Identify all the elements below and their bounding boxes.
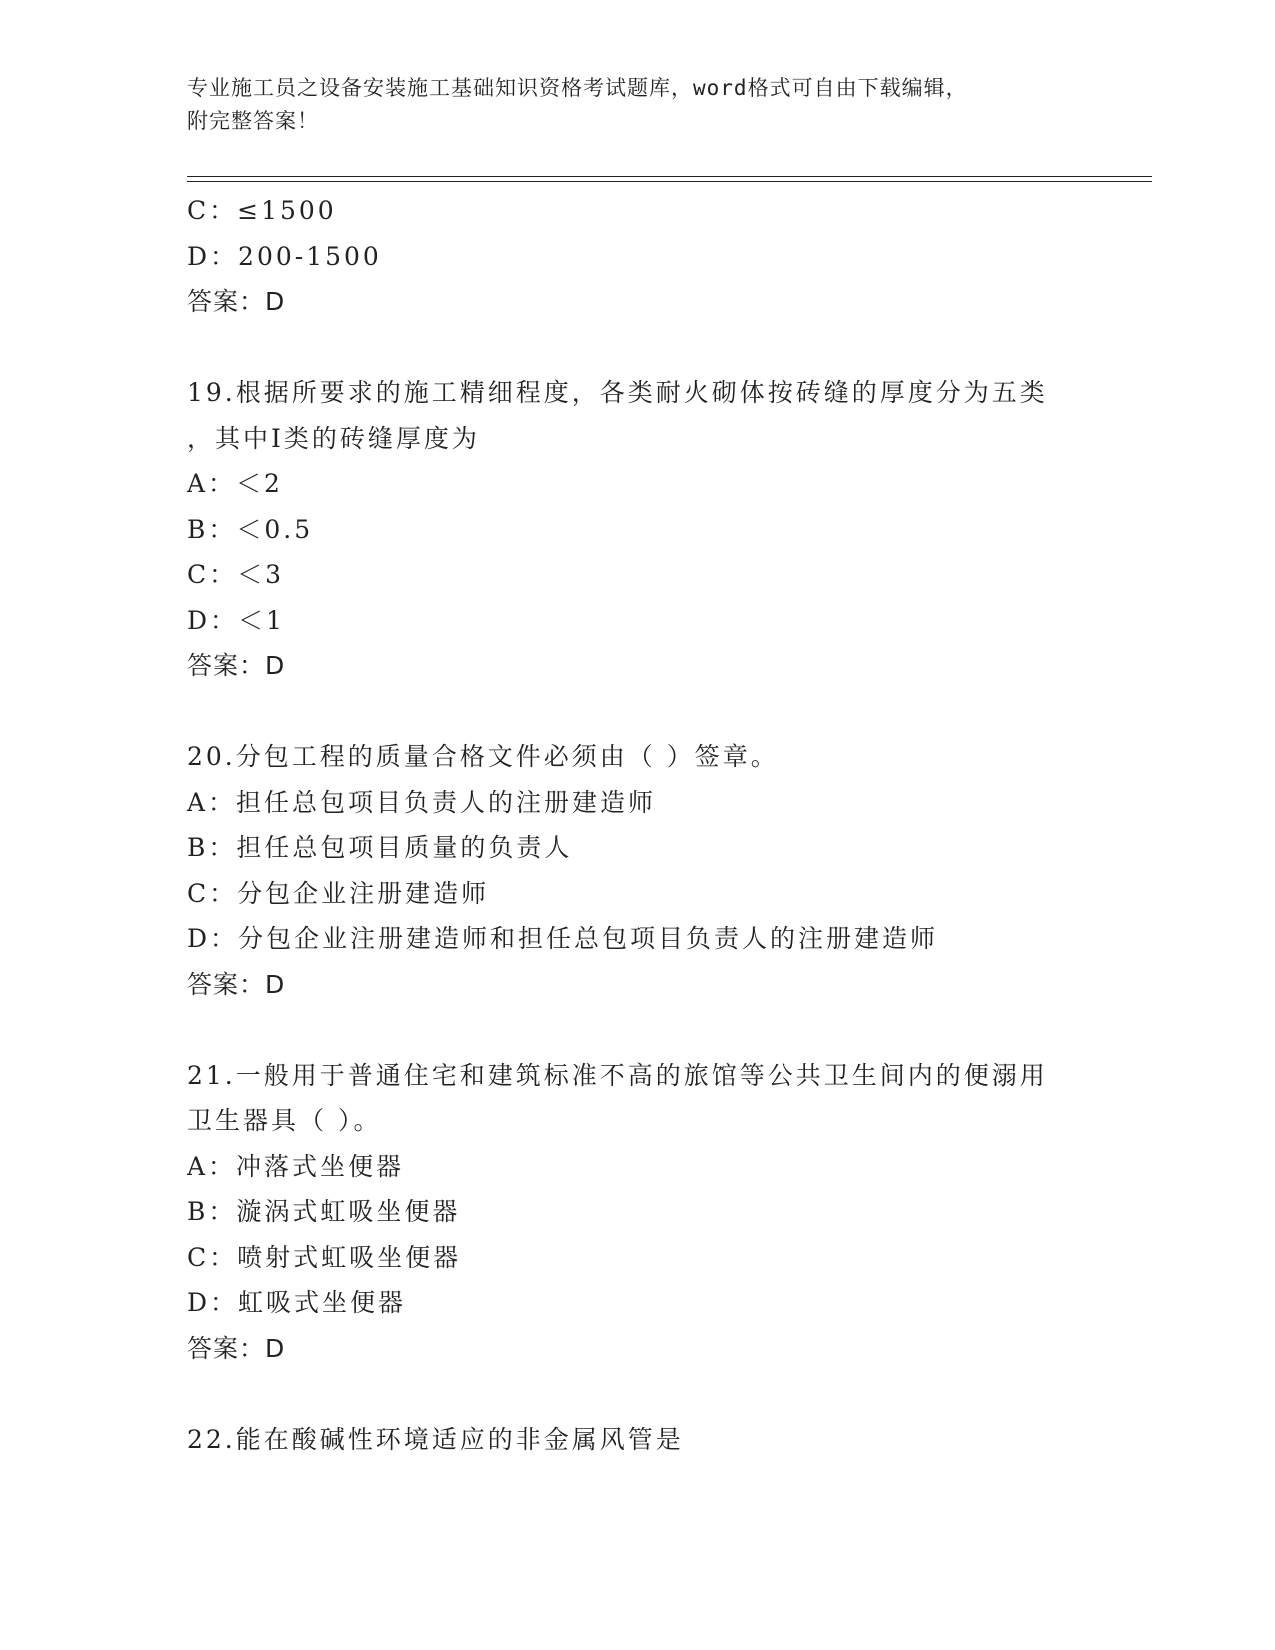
question-22 — [187, 1417, 1087, 1463]
document-header — [187, 72, 1067, 138]
q19-option-c: C：＜3 — [187, 560, 285, 589]
q20-option-c: C：分包企业注册建造师 — [187, 878, 490, 908]
question-18 — [187, 188, 1087, 325]
q20-option-b: B：担任总包项目质量的负责人 — [187, 833, 573, 862]
spacer — [187, 1371, 1087, 1417]
question-21 — [187, 1053, 1087, 1372]
q21-option-c: C：喷射式虹吸坐便器 — [187, 1242, 462, 1272]
spacer — [187, 325, 1087, 371]
header-title-line-2: 附完整答案！ — [187, 109, 319, 133]
question-20 — [187, 734, 1087, 1007]
document-body — [187, 188, 1087, 1462]
q21-option-b: B：漩涡式虹吸坐便器 — [187, 1197, 461, 1226]
q18-option-c: C：≤1500 — [187, 196, 337, 225]
q21-answer: 答案：D — [187, 1333, 286, 1363]
q21-stem-line-1: 21.一般用于普通住宅和建筑标准不高的旅馆等公共卫生间内的便溺用 — [187, 1060, 1048, 1090]
q22-stem: 22.能在酸碱性环境适应的非金属风管是 — [187, 1424, 684, 1454]
q20-option-d: D：分包企业注册建造师和担任总包项目负责人的注册建造师 — [187, 924, 939, 953]
spacer — [187, 689, 1087, 735]
q19-answer: 答案：D — [187, 651, 286, 680]
q20-answer: 答案：D — [187, 969, 286, 999]
q19-stem-line-2: ，其中Ⅰ类的砖缝厚度为 — [187, 423, 480, 453]
q21-stem-line-2: 卫生器具（ ）。 — [187, 1106, 382, 1135]
q18-answer: 答案：D — [187, 287, 286, 316]
q19-option-b: B：＜0.5 — [187, 514, 314, 544]
q20-stem: 20.分包工程的质量合格文件必须由（ ）签章。 — [187, 742, 779, 771]
spacer — [187, 1007, 1087, 1053]
header-divider-top — [187, 176, 1152, 177]
q21-option-a: A：冲落式坐便器 — [187, 1151, 405, 1181]
q18-option-d: D：200-1500 — [187, 241, 382, 271]
q19-option-d: D：＜1 — [187, 605, 285, 635]
q21-option-d: D：虹吸式坐便器 — [187, 1288, 407, 1317]
question-19 — [187, 370, 1087, 689]
q19-option-a: A：＜2 — [187, 469, 283, 498]
header-title-line-1: 专业施工员之设备安装施工基础知识资格考试题库，word格式可自由下载编辑， — [187, 76, 968, 100]
header-divider-bottom — [187, 181, 1152, 182]
q20-option-a: A：担任总包项目负责人的注册建造师 — [187, 787, 657, 817]
q19-stem-line-1: 19.根据所要求的施工精细程度，各类耐火砌体按砖缝的厚度分为五类 — [187, 378, 1048, 407]
